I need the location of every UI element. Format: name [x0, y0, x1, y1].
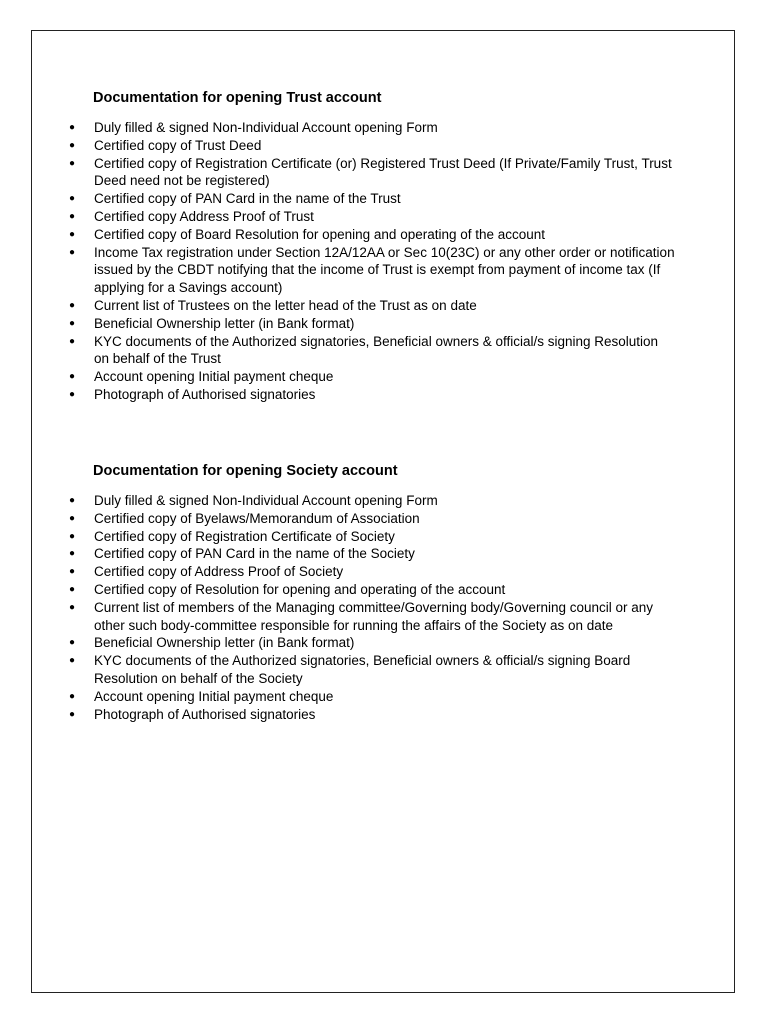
- bullet-icon: ●: [69, 246, 76, 258]
- bullet-icon: ●: [69, 228, 76, 240]
- bullet-icon: ●: [69, 637, 76, 649]
- bullet-icon: ●: [69, 530, 76, 542]
- list-item-text: Certified copy Address Proof of Trust: [94, 208, 314, 224]
- list-item: [32, 688, 736, 706]
- bullet-icon: ●: [69, 335, 76, 347]
- document-page: [31, 30, 735, 993]
- list-item-text: Certified copy of Address Proof of Society: [94, 564, 344, 580]
- list-item-text: Current list of Trustees on the letter head of the Trust as on date: [94, 297, 477, 313]
- bullet-icon: ●: [69, 299, 76, 311]
- list-item: [32, 581, 736, 599]
- list-item-text: KYC documents of the Authorized signatories, Beneficial owners & official/s signing Resolution on behalf of the Trust: [94, 333, 659, 367]
- bullet-icon: ●: [69, 139, 76, 151]
- list-item-text: Account opening Initial payment cheque: [94, 369, 334, 385]
- list-item: [32, 208, 736, 226]
- list-item: [32, 226, 736, 244]
- bullet-icon: ●: [69, 655, 76, 667]
- bullet-icon: ●: [69, 548, 76, 560]
- list-item-text: Photograph of Authorised signatories: [94, 706, 316, 722]
- list-item-text: Duly filled & signed Non-Individual Account opening Form: [94, 493, 438, 508]
- bullet-icon: ●: [69, 495, 76, 506]
- list-item-text: Certified copy of Resolution for opening and operating of the account: [94, 581, 506, 597]
- society-account-section: [32, 462, 736, 723]
- list-item: [32, 386, 736, 404]
- list-item: [32, 315, 736, 333]
- list-item: [32, 155, 736, 191]
- list-item: [32, 652, 736, 688]
- list-item-text: Duly filled & signed Non-Individual Account opening Form: [94, 120, 438, 135]
- list-item-text: Certified copy of Trust Deed: [94, 137, 262, 153]
- list-item-text: Certified copy of Board Resolution for opening and operating of the account: [94, 226, 546, 242]
- list-item: [32, 297, 736, 315]
- bullet-icon: ●: [69, 122, 76, 133]
- bullet-icon: ●: [69, 583, 76, 595]
- list-item-text: Photograph of Authorised signatories: [94, 386, 316, 402]
- list-item-text: Certified copy of Registration Certificate of Society: [94, 528, 395, 544]
- list-item: [32, 368, 736, 386]
- list-item: [32, 333, 736, 369]
- bullet-icon: ●: [69, 210, 76, 222]
- list-item-text: Certified copy of PAN Card in the name of the Trust: [94, 191, 401, 207]
- list-item-text: Income Tax registration under Section 12A/12AA or Sec 10(23C) or any other order or notification issued by the CBDT notifying that the income of Trust is exempt from payment of income tax (If applying for a Savings account): [94, 244, 675, 296]
- trust-document-list: [32, 119, 736, 404]
- bullet-icon: ●: [69, 601, 76, 613]
- list-item-text: Beneficial Ownership letter (in Bank format): [94, 315, 355, 331]
- bullet-icon: ●: [69, 512, 76, 524]
- list-item: [32, 190, 736, 208]
- list-item-text: Current list of members of the Managing committee/Governing body/Governing council or any other such body-committee responsible for running the affairs of the Society as on date: [94, 599, 654, 633]
- list-item: [32, 244, 736, 297]
- list-item: [32, 510, 736, 528]
- trust-account-section: [32, 89, 736, 404]
- list-item-text: KYC documents of the Authorized signatories, Beneficial owners & official/s signing Board Resolution on behalf of the Society: [94, 653, 631, 686]
- bullet-icon: ●: [69, 193, 76, 205]
- society-section-title: Documentation for opening Society account: [93, 463, 398, 479]
- bullet-icon: ●: [69, 371, 76, 383]
- list-item: [32, 492, 736, 510]
- list-item: [32, 545, 736, 563]
- list-item: [32, 634, 736, 652]
- list-item: [32, 528, 736, 546]
- list-item-text: Certified copy of Registration Certificate (or) Registered Trust Deed (If Private/Family Trust, Trust Deed need not be registered): [94, 155, 672, 189]
- bullet-icon: ●: [69, 388, 76, 400]
- list-item: [32, 119, 736, 137]
- bullet-icon: ●: [69, 317, 76, 329]
- bullet-icon: ●: [69, 566, 76, 578]
- bullet-icon: ●: [69, 708, 76, 720]
- list-item-text: Beneficial Ownership letter (in Bank format): [94, 635, 355, 651]
- list-item: [32, 137, 736, 155]
- bullet-icon: ●: [69, 157, 76, 169]
- list-item-text: Certified copy of Byelaws/Memorandum of Association: [94, 510, 420, 526]
- list-item-text: Account opening Initial payment cheque: [94, 688, 334, 704]
- list-item-text: Certified copy of PAN Card in the name of the Society: [94, 546, 415, 562]
- trust-section-title: Documentation for opening Trust account: [93, 90, 382, 106]
- bullet-icon: ●: [69, 690, 76, 702]
- list-item: [32, 599, 736, 635]
- list-item: [32, 706, 736, 724]
- society-document-list: [32, 492, 736, 723]
- list-item: [32, 563, 736, 581]
